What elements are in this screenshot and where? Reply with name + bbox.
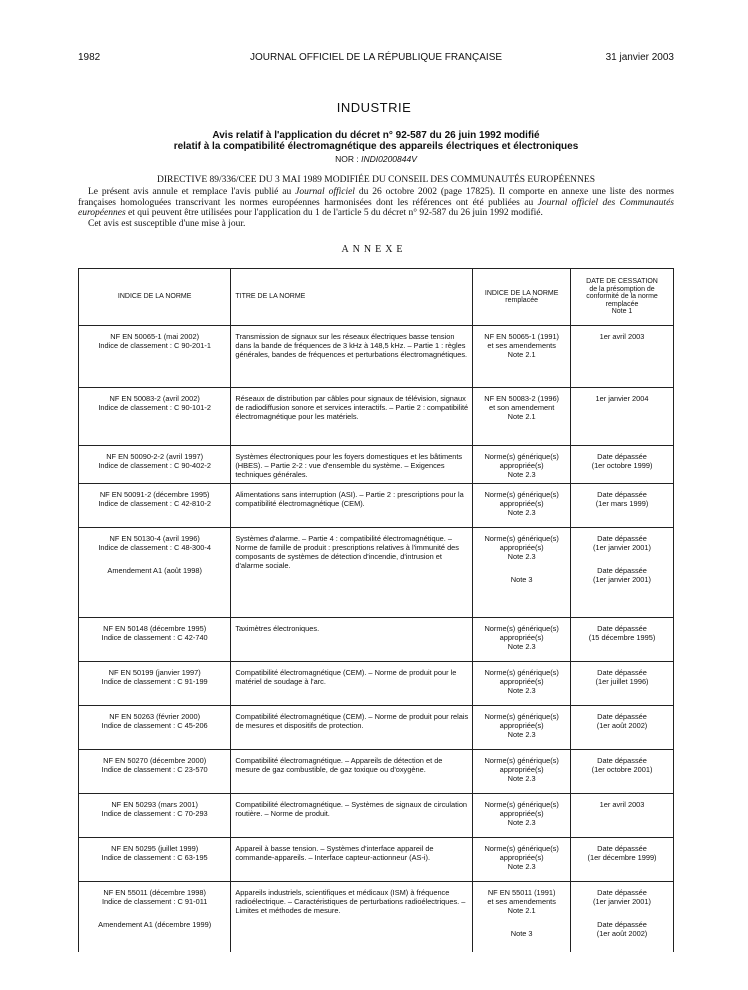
cessation-date-cell: Date dépassée (1er août 2002) xyxy=(571,706,674,750)
cessation-date-cell: Date dépassée (1er janvier 2001) Date dépassée (1er août 2002) xyxy=(571,882,674,952)
standard-ref: NF EN 50065-1 (mai 2002) xyxy=(110,332,200,341)
page-number: 1982 xyxy=(78,52,101,63)
replaced-standard-cell: Norme(s) générique(s) appropriée(s) Note 2.3 xyxy=(473,838,571,882)
amendment-ref: Amendement A1 (décembre 1999) xyxy=(98,920,212,929)
header-standard-title: TITRE DE LA NORME xyxy=(231,269,473,326)
amendment-note: Note 3 xyxy=(510,575,533,584)
standard-index-cell xyxy=(79,446,231,484)
table-row xyxy=(79,882,674,952)
table-row xyxy=(79,446,674,484)
replaced-standard-cell: Norme(s) générique(s) appropriée(s) Note 2.3 xyxy=(473,794,571,838)
cessation-date-cell: Date dépassée (1er janvier 2001) Date dépassée (1er janvier 2001) xyxy=(571,528,674,618)
standard-title-cell: Compatibilité électromagnétique (CEM). – Norme de produit pour le matériel de soudage à l'arc. xyxy=(231,662,473,706)
table-row xyxy=(79,484,674,528)
standard-ref: NF EN 50083-2 (avril 2002) xyxy=(109,394,200,403)
standard-title-cell: Appareil à basse tension. – Systèmes d'interface appareil de commande-appareils. – Interface capteur-actionneur (AS-i). xyxy=(231,838,473,882)
notice-title-line1: Avis relatif à l'application du décret n° 92-587 du 26 juin 1992 modifié xyxy=(212,130,540,141)
replaced-standard-cell: NF EN 50065-1 (1991) et ses amendements Note 2.1 xyxy=(473,326,571,388)
classification-index: Indice de classement : C 90-402-2 xyxy=(98,461,211,470)
intro-paragraph-2: Cet avis est susceptible d'une mise à jour. xyxy=(88,218,246,229)
replaced-standard-cell: Norme(s) générique(s) appropriée(s) Note 2.3 Note 3 xyxy=(473,528,571,618)
standard-ref: NF EN 50130-4 (avril 1996) xyxy=(109,534,200,543)
header-standard-index: INDICE DE LA NORME xyxy=(79,269,231,326)
annexe-heading: ANNEXE xyxy=(341,244,407,255)
table-row xyxy=(79,326,674,388)
standard-ref: NF EN 55011 (décembre 1998) xyxy=(103,888,206,897)
standard-index-cell xyxy=(79,882,231,952)
intro-text xyxy=(78,187,674,229)
intro-paragraph-1: Le présent avis annule et remplace l'avis publié au Journal officiel du 26 octobre 2002 (page 17825). Il comporte en annexe une liste des normes françaises homologuées transcrivant les normes européennes harmonisées dont les références ont été publiées au Journal officiel des Communautés européennes et qui peuvent être utilisées pour l'application du 1 de l'article 5 du décret n° 92-587 du 26 juin 1992 modifié. xyxy=(78,187,674,218)
cessation-date-cell: Date dépassée (1er juillet 1996) xyxy=(571,662,674,706)
replaced-standard-cell: NF EN 50083-2 (1996) et son amendement Note 2.1 xyxy=(473,388,571,446)
nor-label: NOR : xyxy=(335,154,362,164)
standard-index-cell xyxy=(79,528,231,618)
nor-reference xyxy=(78,154,674,164)
classification-index: Indice de classement : C 42-740 xyxy=(101,633,208,642)
notice-title-line2: relatif à la compatibilité électromagnétique des appareils électriques et électroniques xyxy=(173,141,579,152)
table-row xyxy=(79,794,674,838)
standard-ref: NF EN 50090-2-2 (avril 1997) xyxy=(106,452,204,461)
standard-ref: NF EN 50199 (janvier 1997) xyxy=(108,668,201,677)
standard-index-cell xyxy=(79,706,231,750)
classification-index: Indice de classement : C 90-201-1 xyxy=(98,341,211,350)
cessation-date-cell: Date dépassée (1er décembre 1999) xyxy=(571,838,674,882)
standard-ref: NF EN 50295 (juillet 1999) xyxy=(111,844,199,853)
amendment-note: Note 3 xyxy=(510,929,533,938)
standard-index-cell xyxy=(79,838,231,882)
standard-index-cell xyxy=(79,662,231,706)
replaced-standard-cell: Norme(s) générique(s) appropriée(s) Note 2.3 xyxy=(473,662,571,706)
cessation-date-cell: 1er avril 2003 xyxy=(571,794,674,838)
cessation-date-cell: Date dépassée (1er octobre 1999) xyxy=(571,446,674,484)
standard-title-cell: Appareils industriels, scientifiques et médicaux (ISM) à fréquence radioélectrique. – Caractéristiques de perturbations radioélectriques. – Limites et méthodes de mesure. xyxy=(231,882,473,952)
standard-index-cell xyxy=(79,618,231,662)
standard-title-cell: Systèmes électroniques pour les foyers domestiques et les bâtiments (HBES). – Partie 2-2 : vue d'ensemble du système. – Exigences techniques générales. xyxy=(231,446,473,484)
standard-ref: NF EN 50270 (décembre 2000) xyxy=(103,756,207,765)
table-row xyxy=(79,618,674,662)
classification-index: Indice de classement : C 91-199 xyxy=(101,677,208,686)
replaced-standard-cell: Norme(s) générique(s) appropriée(s) Note 2.3 xyxy=(473,750,571,794)
table-row xyxy=(79,388,674,446)
standard-ref: NF EN 50263 (février 2000) xyxy=(109,712,201,721)
cessation-date-cell: 1er janvier 2004 xyxy=(571,388,674,446)
standard-title-cell: Compatibilité électromagnétique. – Systèmes de signaux de circulation routière. – Norme de produit. xyxy=(231,794,473,838)
standard-title-cell: Compatibilité électromagnétique. – Appareils de détection et de mesure de gaz combustible, de gaz toxique ou d'oxygène. xyxy=(231,750,473,794)
amendment-ref: Amendement A1 (août 1998) xyxy=(107,566,202,575)
table-row xyxy=(79,706,674,750)
table-row xyxy=(79,838,674,882)
cessation-date-cell: Date dépassée (1er octobre 2001) xyxy=(571,750,674,794)
replaced-standard-cell: Norme(s) générique(s) appropriée(s) Note 2.3 xyxy=(473,484,571,528)
standard-ref: NF EN 50293 (mars 2001) xyxy=(111,800,198,809)
header-replaced-index: INDICE DE LA NORME remplacée xyxy=(473,269,571,326)
section-title: INDUSTRIE xyxy=(336,100,412,115)
classification-index: Indice de classement : C 23-570 xyxy=(101,765,208,774)
standard-index-cell xyxy=(79,750,231,794)
standard-index-cell xyxy=(79,484,231,528)
standard-index-cell xyxy=(79,388,231,446)
standard-title-cell: Transmission de signaux sur les réseaux électriques basse tension dans la bande de fréquences de 3 kHz à 148,5 kHz. – Partie 1 : règles générales, bandes de fréquences et perturbations électromagnétiques. xyxy=(231,326,473,388)
standard-title-cell: Alimentations sans interruption (ASI). – Partie 2 : prescriptions pour la compatibilité électromagnétique (CEM). xyxy=(231,484,473,528)
table-row xyxy=(79,662,674,706)
standard-title-cell: Systèmes d'alarme. – Partie 4 : compatibilité électromagnétique. – Norme de famille de produit : prescriptions relatives à l'immunité des composants de systèmes de détection d'incendie, d'intrusion et d'alarme sociale. xyxy=(231,528,473,618)
cessation-date-cell: Date dépassée (1er mars 1999) xyxy=(571,484,674,528)
standard-ref: NF EN 50148 (décembre 1995) xyxy=(103,624,207,633)
classification-index: Indice de classement : C 45-206 xyxy=(101,721,208,730)
classification-index: Indice de classement : C 90-101-2 xyxy=(98,403,211,412)
table-row xyxy=(79,528,674,618)
replaced-standard-cell: Norme(s) générique(s) appropriée(s) Note 2.3 xyxy=(473,446,571,484)
standard-title-cell: Réseaux de distribution par câbles pour signaux de télévision, signaux de radiodiffusion sonore et services interactifs. – Partie 2 : compatibilité électromagnétique pour les matériels. xyxy=(231,388,473,446)
standards-table xyxy=(78,268,674,952)
journal-name: JOURNAL OFFICIEL DE LA RÉPUBLIQUE FRANÇAISE xyxy=(249,52,503,63)
standard-index-cell xyxy=(79,326,231,388)
replaced-standard-cell: Norme(s) générique(s) appropriée(s) Note 2.3 xyxy=(473,618,571,662)
cessation-date-cell: 1er avril 2003 xyxy=(571,326,674,388)
header-cessation-date: DATE DE CESSATION de la présomption de conformité de la norme remplacée Note 1 xyxy=(571,269,674,326)
table-row xyxy=(79,750,674,794)
directive-line: DIRECTIVE 89/336/CEE DU 3 MAI 1989 MODIFIÉE DU CONSEIL DES COMMUNAUTÉS EUROPÉENNES xyxy=(157,175,595,185)
replaced-standard-cell: NF EN 55011 (1991) et ses amendements Note 2.1 Note 3 xyxy=(473,882,571,952)
standard-title-cell: Taximètres électroniques. xyxy=(231,618,473,662)
notice-title xyxy=(78,130,674,152)
classification-index: Indice de classement : C 91-011 xyxy=(101,897,208,906)
replaced-standard-cell: Norme(s) générique(s) appropriée(s) Note 2.3 xyxy=(473,706,571,750)
table-header-row xyxy=(79,269,674,326)
nor-value: INDI0200844V xyxy=(361,154,417,164)
classification-index: Indice de classement : C 48-300-4 xyxy=(98,543,211,552)
standard-title-cell: Compatibilité électromagnétique (CEM). – Norme de produit pour relais de mesures et dispositifs de protection. xyxy=(231,706,473,750)
classification-index: Indice de classement : C 63-195 xyxy=(101,853,208,862)
cessation-date-cell: Date dépassée (15 décembre 1995) xyxy=(571,618,674,662)
standard-index-cell xyxy=(79,794,231,838)
classification-index: Indice de classement : C 42-810-2 xyxy=(98,499,211,508)
issue-date: 31 janvier 2003 xyxy=(605,52,674,63)
standard-ref: NF EN 50091-2 (décembre 1995) xyxy=(99,490,210,499)
classification-index: Indice de classement : C 70-293 xyxy=(101,809,208,818)
